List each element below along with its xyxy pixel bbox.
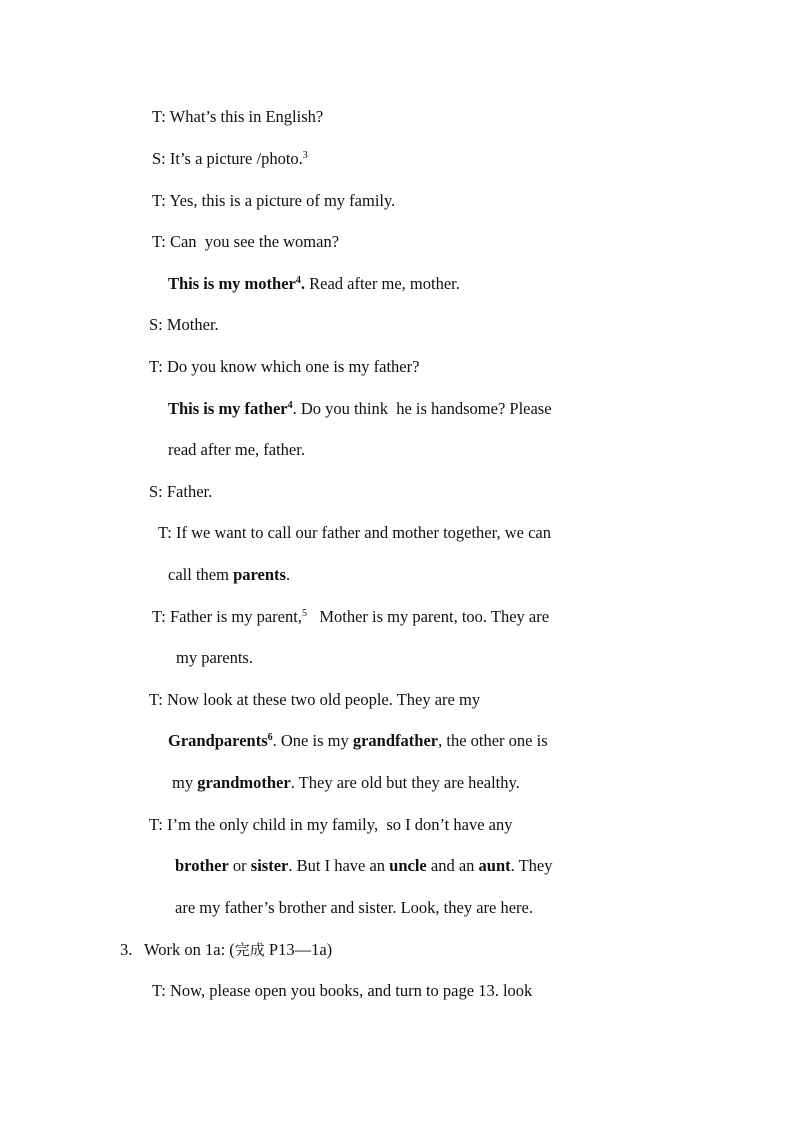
line-text: my parents. <box>176 648 253 667</box>
line-text: T: Father is my parent, <box>152 607 302 626</box>
line-text: T: Yes, this is a picture of my family. <box>152 191 396 210</box>
list-number: 3. <box>120 940 133 959</box>
line-text: S: Mother. <box>149 315 219 334</box>
line-text: . They are old but they are healthy. <box>290 773 520 792</box>
line-text: my <box>172 773 198 792</box>
dialogue-line-18 <box>149 815 512 835</box>
bold-phrase <box>168 274 305 293</box>
dialogue-line-20 <box>175 898 533 918</box>
line-text: . They <box>510 856 553 875</box>
line-text: T: Can you see the woman? <box>152 232 340 251</box>
line-text: T: What’s this in English? <box>152 107 324 126</box>
dialogue-line-21 <box>152 981 532 1001</box>
line-text: . One is my <box>272 731 353 750</box>
dialogue-line-8 <box>168 399 552 419</box>
bold-phrase <box>168 731 273 750</box>
dialogue-line-16 <box>168 731 548 751</box>
dialogue-line-2 <box>152 149 308 169</box>
dialogue-line-4 <box>152 232 339 252</box>
dialogue-line-7 <box>149 357 419 377</box>
line-text: are my father’s brother and sister. Look, they are here. <box>175 898 533 917</box>
line-text: P13—1a) <box>264 940 333 959</box>
line-text: Read after me, mother. <box>305 274 460 293</box>
dialogue-line-11 <box>158 523 551 543</box>
line-text: S: It’s a picture /photo. <box>152 149 303 168</box>
dialogue-line-5 <box>168 274 460 294</box>
bold-word: aunt <box>478 856 511 875</box>
line-text: call them <box>168 565 234 584</box>
line-text: T: If we want to call our father and mother together, we can <box>158 523 551 542</box>
footnote-marker: 4 <box>287 400 293 411</box>
line-text: or <box>228 856 251 875</box>
bold-word: brother <box>175 856 229 875</box>
line-text: , the other one is <box>438 731 548 750</box>
line-text: . But I have an <box>288 856 390 875</box>
bold-word: parents <box>233 565 286 584</box>
line-text: and an <box>426 856 479 875</box>
dialogue-line-10 <box>149 482 212 502</box>
line-text: S: Father. <box>149 482 213 501</box>
dialogue-line-19 <box>175 856 553 876</box>
line-text: . Do you think he is handsome? Please <box>292 399 552 418</box>
dialogue-line-13 <box>152 607 549 627</box>
footnote-marker: 3 <box>302 150 308 161</box>
footnote-marker: 5 <box>301 608 307 619</box>
bold-word: uncle <box>389 856 427 875</box>
line-text: T: Now look at these two old people. They are my <box>149 690 481 709</box>
section-heading-3 <box>120 940 332 960</box>
dialogue-line-3 <box>152 191 395 211</box>
line-text: Work on 1a: ( <box>144 940 235 959</box>
footnote-marker: 4 <box>295 275 301 286</box>
bold-word: grandfather <box>352 731 439 750</box>
dialogue-line-9 <box>168 440 305 460</box>
line-text: Mother is my parent, too. They are <box>306 607 550 626</box>
bold-word: sister <box>250 856 289 875</box>
line-text: . <box>285 565 291 584</box>
bold-text: This is my father <box>168 399 288 418</box>
line-text: read after me, father. <box>168 440 305 459</box>
dialogue-line-15 <box>149 690 480 710</box>
line-text: T: Do you know which one is my father? <box>149 357 420 376</box>
dialogue-line-1 <box>152 107 323 127</box>
line-text: T: I’m the only child in my family, so I don’t have any <box>149 815 513 834</box>
bold-phrase <box>168 399 293 418</box>
bold-word: grandmother <box>197 773 291 792</box>
bold-punct: . <box>300 274 305 293</box>
dialogue-line-14 <box>176 648 253 668</box>
bold-text: This is my mother <box>168 274 296 293</box>
bold-text: Grandparents <box>168 731 268 750</box>
dialogue-line-6 <box>149 315 219 335</box>
footnote-marker: 6 <box>267 732 273 743</box>
dialogue-line-17 <box>172 773 520 793</box>
line-text: T: Now, please open you books, and turn to page 13. look <box>152 981 533 1000</box>
dialogue-line-12 <box>168 565 290 585</box>
chinese-text: 完成 <box>234 941 265 959</box>
